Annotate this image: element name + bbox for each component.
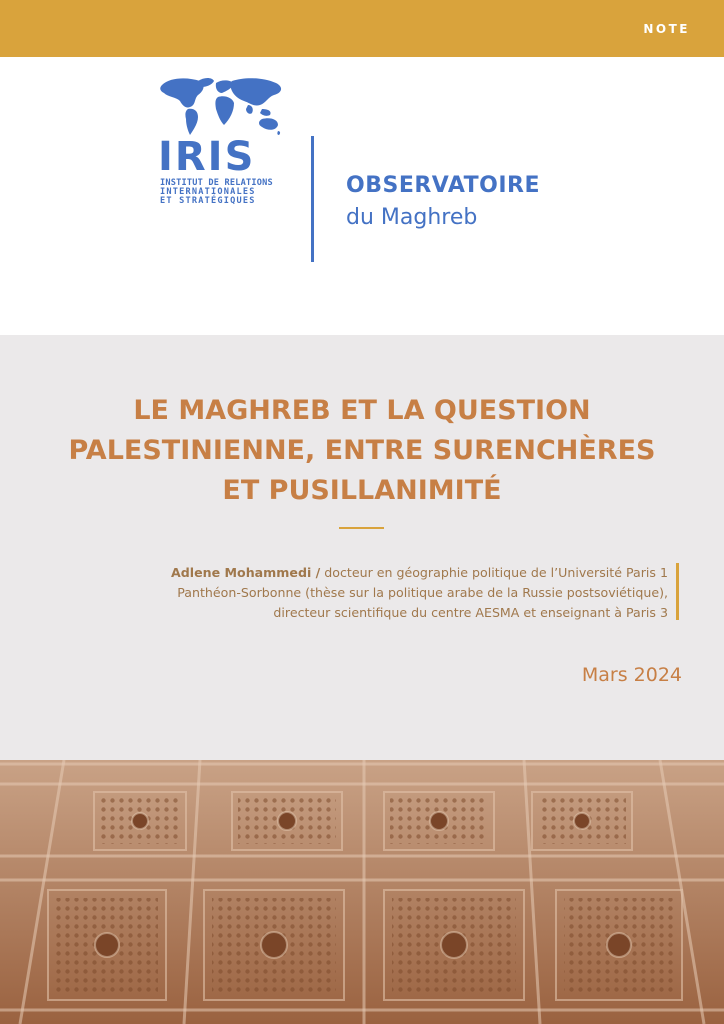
iris-wordmark: IRIS xyxy=(158,134,256,180)
note-label: NOTE xyxy=(643,22,690,36)
observatory-subtitle: du Maghreb xyxy=(346,205,478,230)
publication-date: Mars 2024 xyxy=(581,664,682,686)
geometric-ceiling-icon xyxy=(0,760,724,1024)
title-line-2: PALESTINIENNE, ENTRE SURENCHÈRES xyxy=(68,435,656,466)
document-title xyxy=(20,391,704,511)
world-map-icon xyxy=(158,75,286,137)
author-desc-line2: Panthéon-Sorbonne (thèse sur la politique arabe de la Russie postsoviétique), xyxy=(177,585,668,600)
logo-divider xyxy=(311,136,314,262)
author-desc-line1: docteur en géographie politique de l’Université Paris 1 xyxy=(320,565,668,580)
author-block xyxy=(150,563,668,623)
author-desc-line3: directeur scientifique du centre AESMA et enseignant à Paris 3 xyxy=(273,605,668,620)
iris-subtitle-line2: INTERNATIONALES xyxy=(160,187,256,197)
title-line-3: ET PUSILLANIMITÉ xyxy=(222,475,502,506)
iris-subtitle-line1: INSTITUT DE RELATIONS xyxy=(160,178,273,188)
title-line-1: LE MAGHREB ET LA QUESTION xyxy=(133,395,591,426)
observatory-title: OBSERVATOIRE xyxy=(346,173,540,198)
iris-logo xyxy=(158,75,286,205)
top-banner xyxy=(0,0,724,57)
cover-image xyxy=(0,760,724,1024)
author-accent-bar xyxy=(676,563,679,620)
iris-subtitle-line3: ET STRATÉGIQUES xyxy=(160,196,256,206)
title-underline xyxy=(339,527,384,529)
author-name: Adlene Mohammedi / xyxy=(171,565,321,580)
